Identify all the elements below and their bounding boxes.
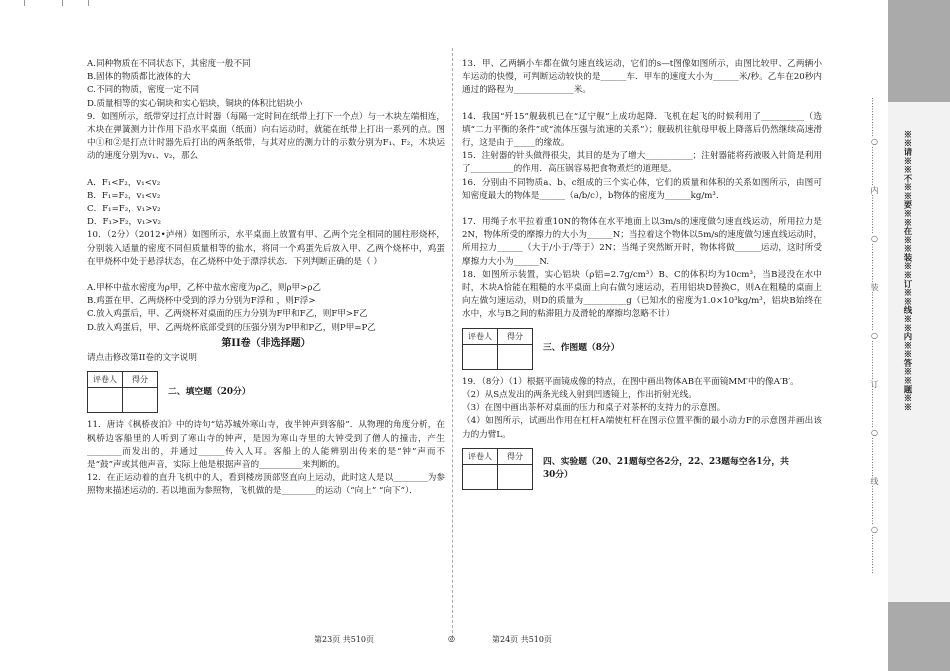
grader-cell[interactable]: [88, 388, 123, 413]
score-box-section2: [87, 371, 445, 413]
q10-option-d: D.放入鸡蛋后，甲、乙两烧杯底部受到的压强分别为P甲和P乙，则P甲=P乙: [87, 322, 376, 333]
binding-margin-panel: [888, 102, 950, 602]
no-answer-warning: ※※请※※不※※要※※在※※装※※订※※线※※内※※答※※题※※: [903, 130, 913, 412]
score-cell[interactable]: [498, 344, 533, 369]
score-label: 得分: [498, 448, 533, 464]
grader-cell[interactable]: [463, 465, 498, 490]
section4-title: 四、实验题（20、21题每空各2分，22、23题每空各1分，共30分）: [543, 456, 789, 480]
score-box-section4: [462, 448, 822, 490]
binding-line: ……………○……………内……………○……………装……………○……………订……………○……………线……………○……………: [870, 97, 879, 574]
question-15: 15．注射器的针头做得很尖，其目的是为了增大___________；注射器能将药液吸入针筒是利用了__________的作用．高压锅容易把食物煮烂的道理是。: [462, 151, 822, 175]
question-9: 9．如图所示，纸带穿过打点计时器（每隔一定时间在纸带上打下一个点）与一木块左端相连，木块在弹簧测力计作用下沿水平桌面（纸面）向右运动时，就能在纸带上打出一系列的点。图中①和②是打点计时器先后打出的两条纸带，与其对应的测力计的示数分别为F₁、F₂，木块运动的速度分别为v₁、v₂，那么: [87, 111, 445, 162]
left-page-number: 第23页 共510页: [314, 635, 374, 644]
q10-option-c: C.放入鸡蛋后，甲、乙两烧杯对桌面的压力分别为F甲和F乙，则F甲>F乙: [87, 309, 368, 320]
question-18: 18．如图所示装置，实心铝块（ρ铝=2.7g/cm³）B、C的体积均为10cm³，当B浸没在水中时，木块A恰能在粗糙的水平桌面上向右做匀速运动，若用铝块D替换C，则A在粗糙的桌面上向左做匀速运动，则D的质量为__________g（已知水的密度为1.0×10³kg/m³，铝块B始终在水中，水与B之间的粘滞阻力及滑轮的摩擦均忽略不计）: [462, 269, 822, 320]
q10-option-b: B.鸡蛋在甲、乙两烧杯中受到的浮力分别为F浮和 ，则F浮>: [87, 296, 316, 307]
q10-option-a: A.甲杯中盐水密度为ρ甲，乙杯中盐水密度为ρ乙，则ρ甲>ρ乙: [87, 283, 322, 294]
question-16: 16．分别由不同物质a、b、c组成的三个实心体，它们的质量和体积的关系如图所示，由图可知密度最大的物体是______（a/b/c），b物体的密度为______kg/m³.: [462, 177, 822, 201]
section2-title: 二、填空题（20分）: [168, 386, 251, 397]
q19-part-4: （4）如图所示，试画出作用在杠杆A端使杠杆在图示位置平衡的最小动力F的示意图并画出该力的力臂L。: [462, 416, 822, 440]
question-12: 12．在正运动着的直升飞机中的人，看到楼房顶部竖直向上运动，此时这人是以________为参照物来描述运动的. 若以地面为参照物，飞机做的是________的运动（“向上” “向下”）．: [87, 473, 445, 497]
score-cell[interactable]: [498, 465, 533, 490]
grader-label: 评卷人: [463, 328, 498, 344]
section3-title: 三、作图题（8分）: [543, 343, 620, 354]
score-cell[interactable]: [123, 388, 158, 413]
score-label: 得分: [498, 328, 533, 344]
q19-part-2: （2）从S点发出的两条光线入射到凹透镜上，作出折射光线。: [462, 390, 697, 401]
q9-option-b: B．F₁=F₂，v₁<v₂: [87, 190, 161, 201]
grader-label: 评卷人: [88, 372, 123, 388]
option-b: B.固体的物质都比液体的大: [87, 72, 191, 83]
q9-option-d: D．F₁>F₂，v₁>v₂: [87, 217, 161, 228]
part2-note: 请点击修改第II卷的文字说明: [87, 353, 197, 364]
right-column: [462, 58, 822, 496]
q19-part-3: （3）在图中画出茶杯对桌面的压力和桌子对茶杯的支持力的示意图。: [462, 403, 726, 414]
right-page-number: 第24页 共510页: [492, 635, 552, 644]
grader-label: 评卷人: [463, 448, 498, 464]
question-19: 19．（8分）（1）根据平面镜成像的特点，在图中画出物体AB在平面镜MM′中的像A′B′。: [462, 376, 799, 387]
option-d: D.质量相等的实心铜块和实心铝块，铜块的体积比铝块小: [87, 98, 303, 109]
score-label: 得分: [123, 372, 158, 388]
question-17: 17．用绳子水平拉着重10N的物体在水平地面上以3m/s的速度做匀速直线运动，所用拉力是2N，物体所受的摩擦力的大小为______N；当拉着这个物体以5m/s的速度做匀速直线运动时，所用拉力______（大于/小于/等于）2N；当绳子突然断开时，物体将做______运动，这时所受摩擦力大小为______N.: [462, 217, 822, 267]
q9-option-c: C．F₁=F₂，v₁>v₂: [87, 204, 161, 215]
binding-margin: [888, 0, 950, 671]
question-10: 10．（2分）（2012•泸州）如图所示，水平桌面上放置有甲、乙两个完全相同的圆柱形烧杯，分别装入适量的密度不同但质量相等的盐水，将同一个鸡蛋先后放入甲、乙两个烧杯中，鸡蛋在甲烧杯中处于悬浮状态，在乙烧杯中处于漂浮状态．下列判断正确的是（ ）: [87, 230, 445, 267]
score-box-section3: [462, 328, 822, 370]
binding-margin-bottom: [888, 602, 950, 671]
question-11: 11．唐诗《枫桥夜泊》中的诗句“姑苏城外寒山寺，夜半钟声到客船”．从物理的角度分析，在枫桥边客船里的人听到了寒山寺的钟声，是因为寒山寺里的大钟受到了僧人的撞击，产生________而发出的，并通过______传入人耳。客船上的人能辨别出传来的是“钟”声而不是“鼓”声或其他声音，实际上他是根据声音的__________来判断的。: [87, 420, 445, 471]
question-14: 14．我国“歼15”舰载机已在“辽宁舰”上成功起降．飞机在起飞的时候利用了__________（选填“二力平衡的条件”或“流体压强与流速的关系”）；舰载机往航母甲板上降落后仍然继续高速滑行，这是由于_____的缘故。: [462, 111, 822, 149]
grader-cell[interactable]: [463, 344, 498, 369]
option-c: C.不同的物质，密度一定不同: [87, 85, 200, 96]
question-13: 13．甲、乙两辆小车都在做匀速直线运动，它们的s—t图像如图所示，由图比较甲、乙两辆小车运动的快慢，可判断运动较快的是______车．甲车的速度大小为______米/秒。乙车在20秒内通过的路程为______________米。: [462, 59, 822, 96]
part2-title: 第II卷（非选择题）: [221, 337, 311, 349]
option-a: A.同种物质在不同状态下，其密度一般不同: [87, 59, 251, 69]
q9-option-a: A．F₁<F₂，v₁<v₂: [87, 177, 161, 188]
left-column: [87, 58, 445, 499]
column-divider: [452, 48, 453, 638]
top-edge-marks: [0, 0, 112, 6]
center-mark: ◎: [448, 634, 455, 643]
